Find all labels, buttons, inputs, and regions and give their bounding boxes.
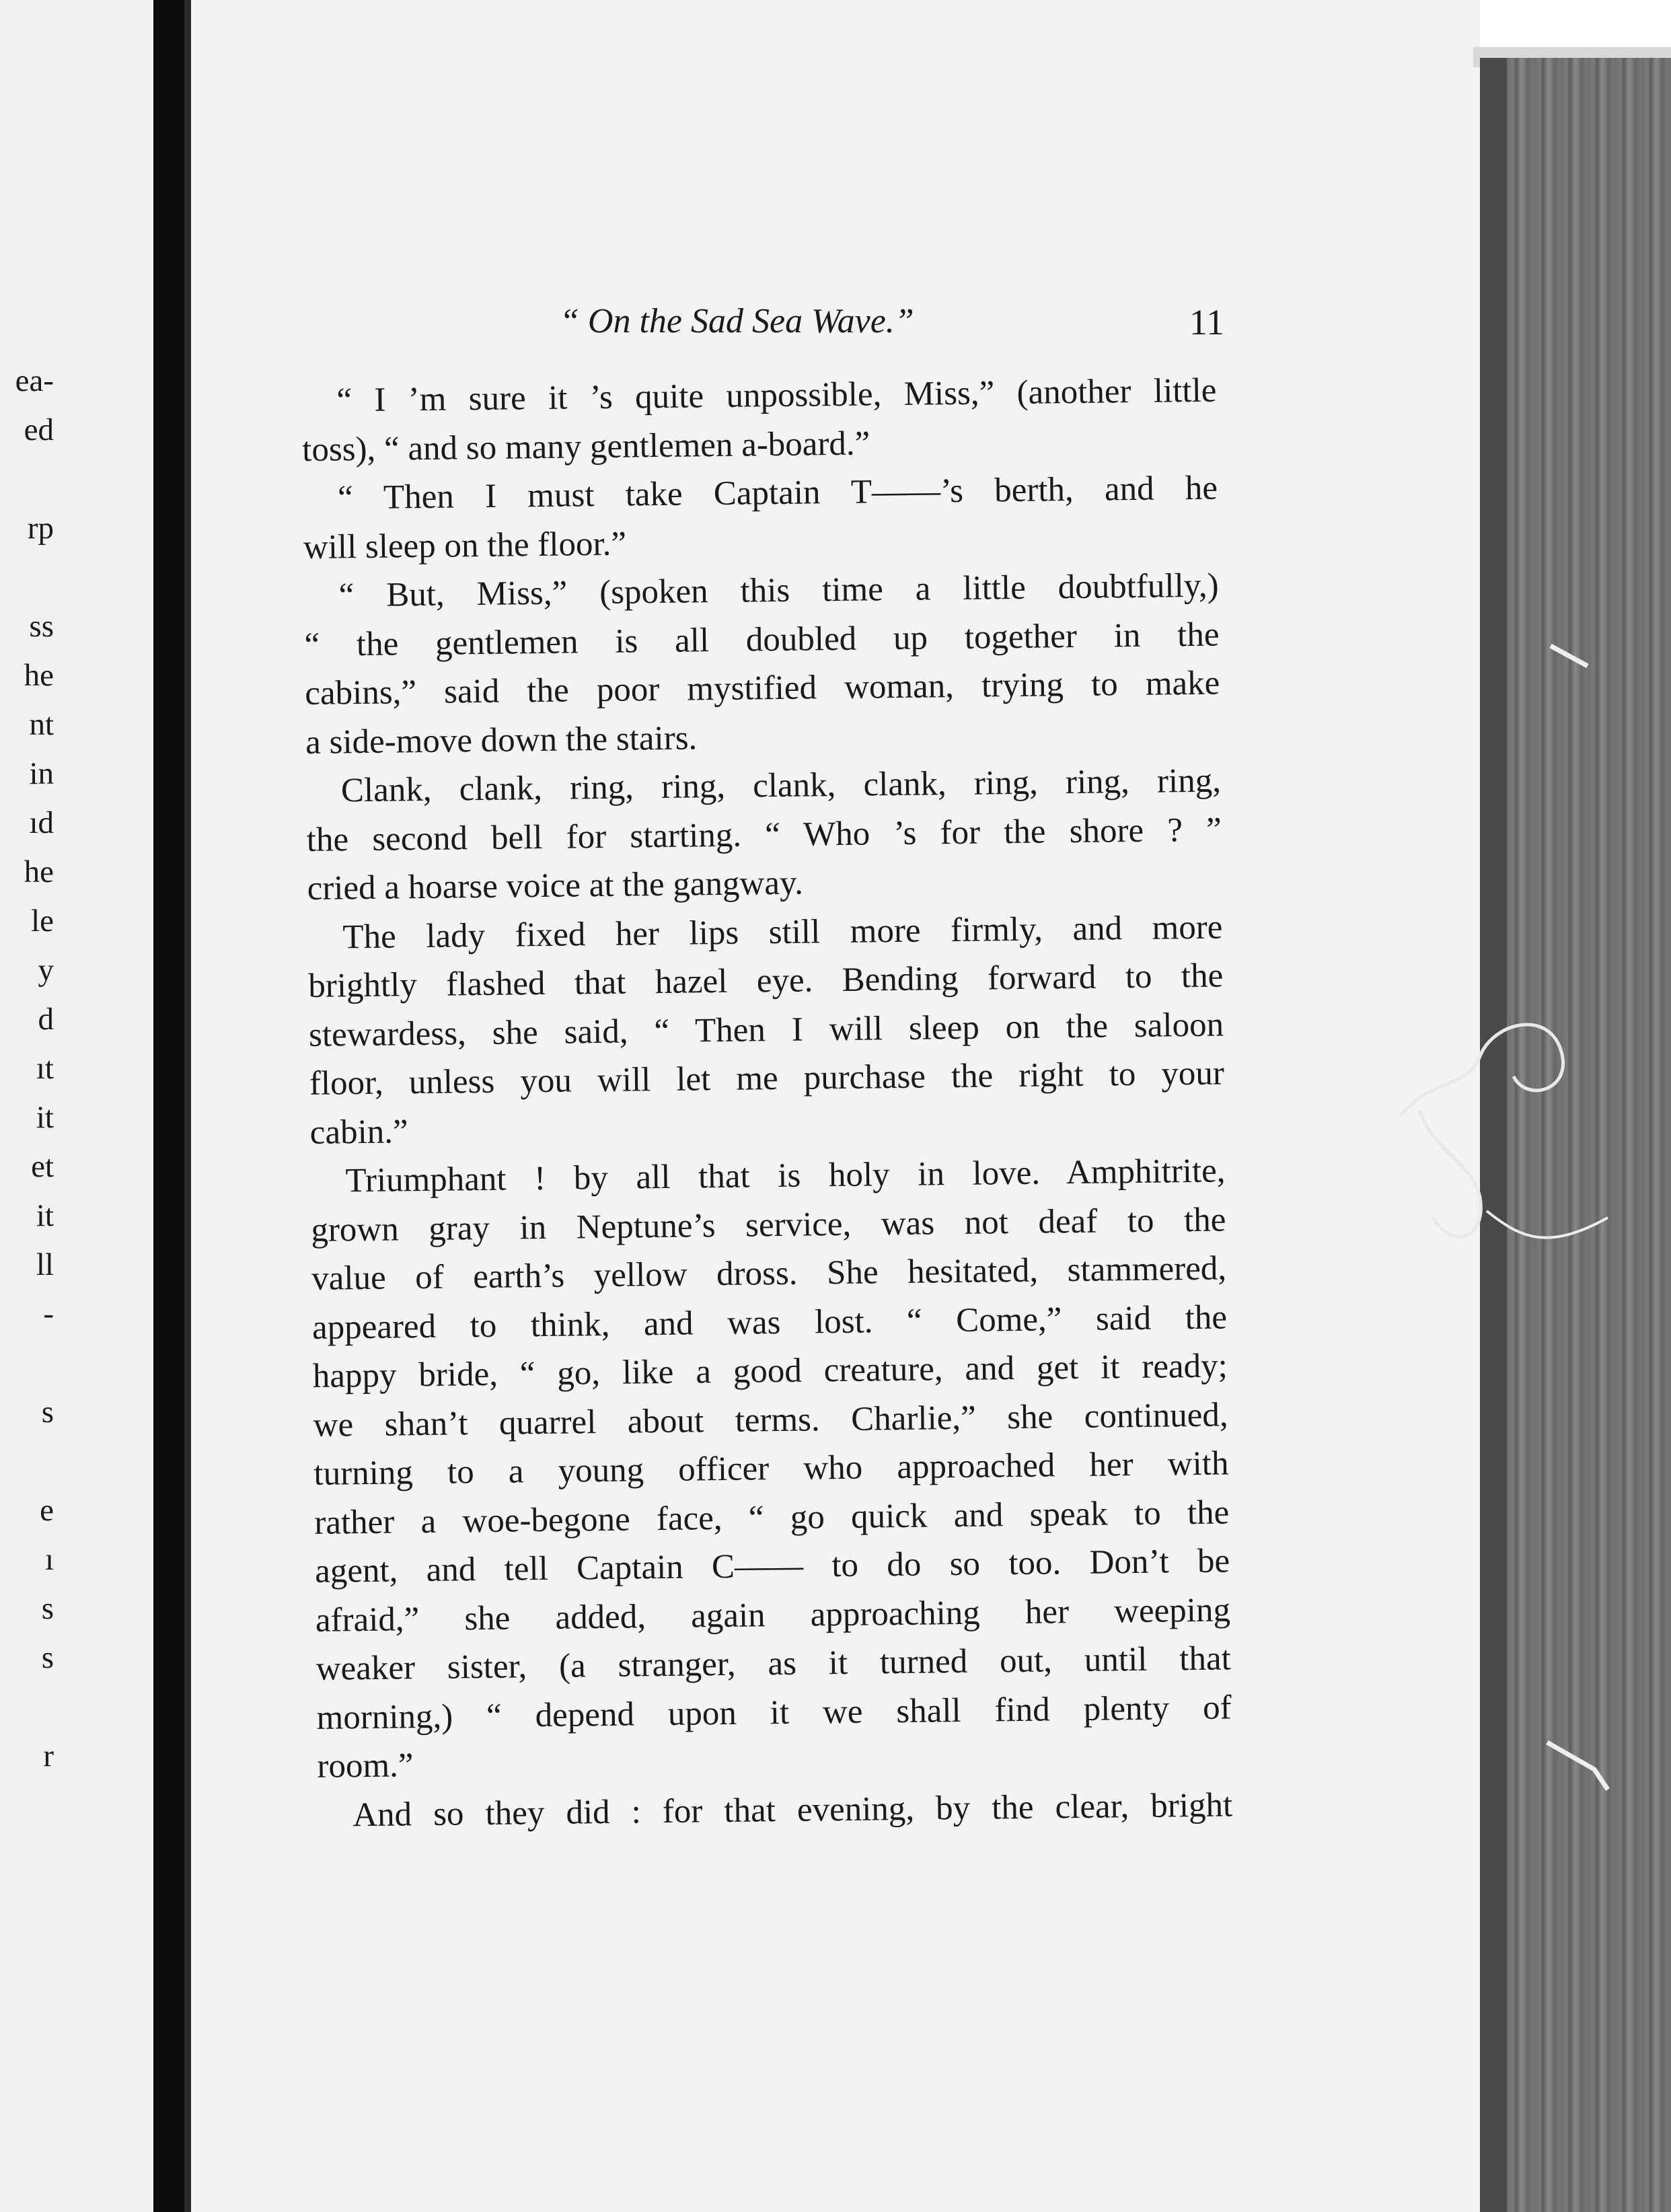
facing-page-fragment: in xyxy=(29,756,54,791)
facing-page-fragment: ea- xyxy=(15,363,54,398)
facing-page-fragment: e xyxy=(40,1493,54,1528)
facing-page-fragment: s xyxy=(41,1640,54,1675)
facing-page-fragment: ss xyxy=(29,609,54,644)
facing-page-fragment: ıd xyxy=(29,805,54,840)
facing-page-fragment xyxy=(0,553,54,602)
facing-page-fragment: ı xyxy=(44,1542,54,1577)
facing-page-fragment xyxy=(0,1683,54,1732)
text-line: cabins,” said the poor mystified woman, trying to make xyxy=(305,664,1220,712)
text-line: “ I ’m sure it ’s quite unpossible, Miss,” (another little xyxy=(336,371,1217,420)
page-number: 11 xyxy=(1189,302,1224,342)
text-line: morning,) “ depend upon it we shall find plenty of xyxy=(316,1688,1232,1737)
book-gutter xyxy=(153,0,184,2212)
text-line: cabin.” xyxy=(309,1112,408,1152)
text-line: room.” xyxy=(317,1746,414,1785)
text-line: The lady fixed her lips still more firmly, and more xyxy=(342,908,1223,956)
gutter-edge xyxy=(184,0,191,2212)
facing-page-fragment: he xyxy=(24,658,54,693)
text-line: afraid,” she added, again approaching her weeping xyxy=(315,1590,1231,1639)
facing-page-fragment xyxy=(0,1437,54,1486)
facing-page-fragment: s xyxy=(41,1591,54,1626)
text-line: “ But, Miss,” (spoken this time a little doubtfully,) xyxy=(338,566,1219,615)
facing-page-fragment xyxy=(0,455,54,504)
text-line: grown gray in Neptune’s service, was not deaf to the xyxy=(311,1200,1226,1249)
facing-page-fragment: ed xyxy=(24,412,54,447)
running-head: “ On the Sad Sea Wave.” xyxy=(560,302,914,340)
text-line: a side-move down the stairs. xyxy=(305,718,698,762)
facing-page xyxy=(0,0,153,2212)
text-line: value of earth’s yellow dross. She hesitated, stammered, xyxy=(311,1249,1227,1298)
text-line: floor, unless you will let me purchase the right to your xyxy=(309,1054,1225,1103)
text-line: brightly flashed that hazel eye. Bending forward to the xyxy=(307,957,1224,1005)
edge-mark-lower xyxy=(1540,1729,1621,1810)
text-line: rather a woe-begone face, “ go quick and speak to the xyxy=(314,1493,1230,1542)
facing-page-fragment: it xyxy=(36,1100,54,1135)
edge-mark-upper xyxy=(1547,639,1601,693)
text-line: “ the gentlemen is all doubled up together in the xyxy=(304,616,1220,664)
facing-page-fragment: y xyxy=(38,953,54,988)
text-line: will sleep on the floor.” xyxy=(303,525,627,566)
body-text xyxy=(301,367,1233,1840)
facing-page-fragment: et xyxy=(31,1149,54,1184)
text-line: toss), “ and so many gentlemen a-board.” xyxy=(301,424,870,469)
facing-page-fragment: r xyxy=(43,1738,54,1773)
facing-page-fragment: - xyxy=(43,1296,54,1331)
facing-page-fragment: rp xyxy=(27,511,54,546)
facing-page-fragment: ıt xyxy=(36,1051,54,1086)
facing-page-fragment: s xyxy=(41,1395,54,1430)
facing-page-fragment xyxy=(0,1339,54,1388)
text-line: Triumphant ! by all that is holy in love. Amphitrite, xyxy=(345,1152,1226,1200)
facing-page-fragment: nt xyxy=(29,707,54,742)
text-line: appeared to think, and was lost. “ Come,” said the xyxy=(311,1298,1228,1347)
facing-page-fragments xyxy=(0,357,54,1781)
text-line: agent, and tell Captain C—— to do so too. Don’t be xyxy=(314,1542,1230,1590)
facing-page-fragment: le xyxy=(31,904,54,938)
edge-scratch-marks xyxy=(1392,996,1614,1399)
text-line: we shan’t quarrel about terms. Charlie,” she continued, xyxy=(313,1395,1228,1444)
facing-page-fragment: he xyxy=(24,854,54,889)
text-line: cried a hoarse voice at the gangway. xyxy=(307,864,804,908)
facing-page-fragment: d xyxy=(38,1002,54,1037)
text-line: turning to a young officer who approached her with xyxy=(313,1444,1229,1493)
text-line: stewardess, she said, “ Then I will sleep on the saloon xyxy=(308,1006,1224,1054)
facing-page-fragment: ll xyxy=(36,1247,54,1282)
text-line: And so they did : for that evening, by the clear, bright xyxy=(352,1785,1233,1834)
text-line: “ Then I must take Captain T——’s berth, and he xyxy=(337,469,1218,517)
text-line: the second bell for starting. “ Who ’s for the shore ? ” xyxy=(306,811,1222,859)
text-line: Clank, clank, ring, ring, clank, clank, ring, ring, ring, xyxy=(340,762,1222,810)
text-line: happy bride, “ go, like a good creature, and get it ready; xyxy=(312,1347,1228,1395)
text-line: weaker sister, (a stranger, as it turned out, until that xyxy=(315,1639,1232,1688)
facing-page-fragment: it xyxy=(36,1198,54,1233)
